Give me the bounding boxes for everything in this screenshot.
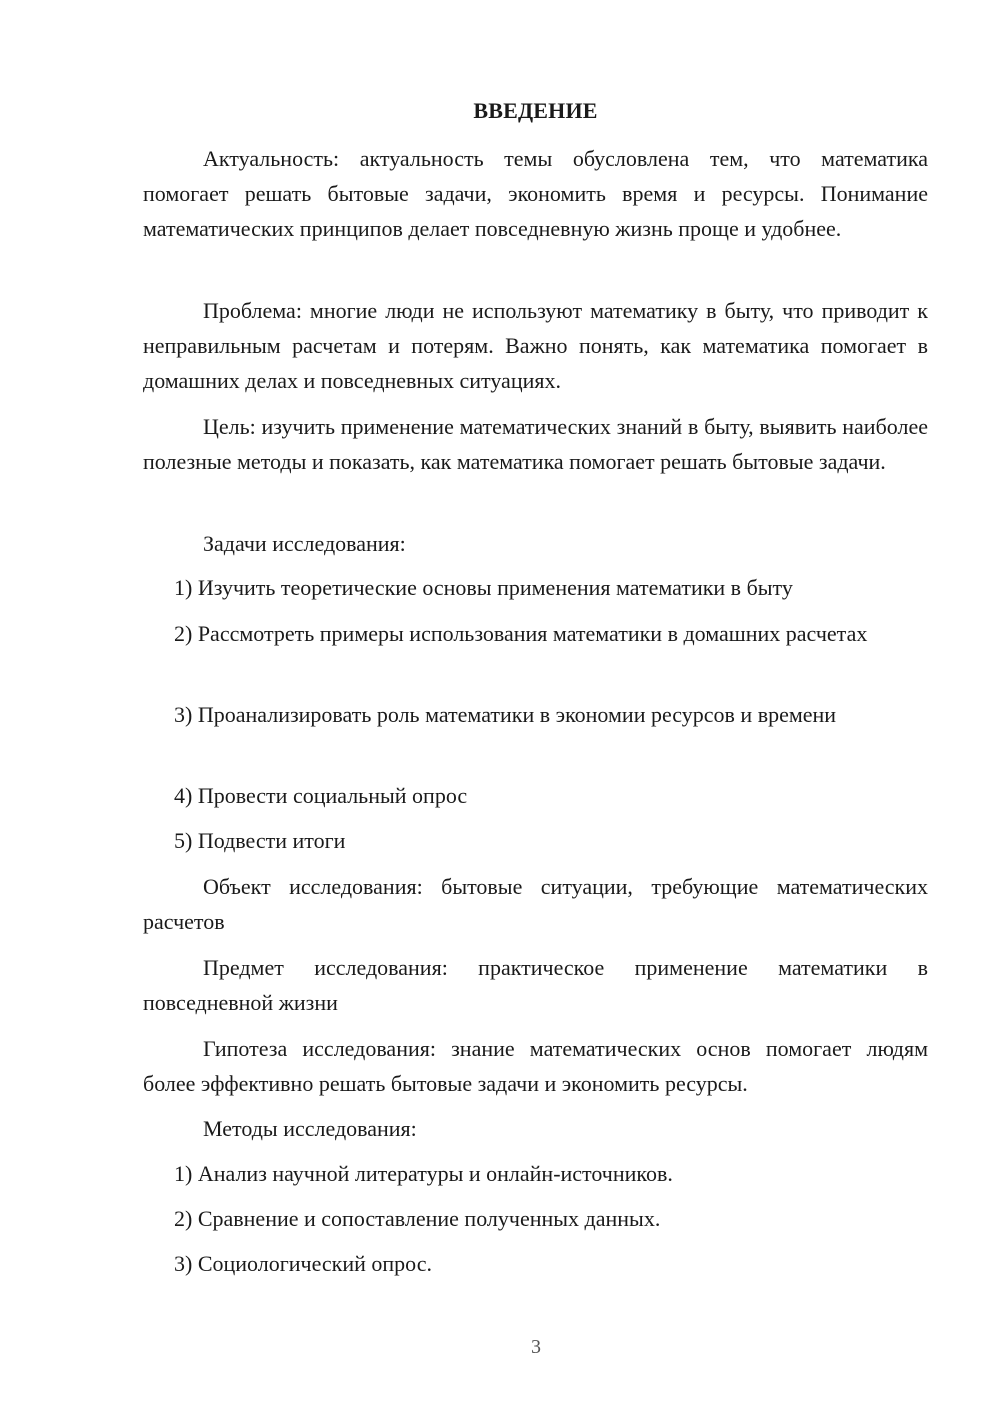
page-number: 3 [531, 1336, 541, 1358]
method-item-1: 1) Анализ научной литературы и онлайн-источников. [174, 1161, 673, 1186]
task-item-5: 5) Подвести итоги [174, 828, 346, 853]
subject-paragraph: Предмет исследования: практическое применение математики в повседневной жизни [143, 955, 928, 1015]
goal-paragraph: Цель: изучить применение математических знаний в быту, выявить наиболее полезные методы и показать, как математика помогает решать бытовые задачи. [143, 414, 928, 474]
tasks-title: Задачи исследования: [203, 531, 406, 556]
method-item-2: 2) Сравнение и сопоставление полученных данных. [174, 1206, 661, 1231]
task-item-4: 4) Провести социальный опрос [174, 783, 468, 808]
task-item-2: 2) Рассмотреть примеры использования математики в домашних расчетах [174, 621, 868, 646]
object-paragraph: Объект исследования: бытовые ситуации, требующие математических расчетов [143, 874, 928, 934]
relevance-paragraph: Актуальность: актуальность темы обусловлена тем, что математика помогает решать бытовые задачи, экономить время и ресурсы. Понимание математических принципов делает повседневную жизнь проще и удобнее. [143, 146, 928, 241]
problem-paragraph: Проблема: многие люди не используют математику в быту, что приводит к неправильным расчетам и потерям. Важно понять, как математика помогает в домашних делах и повседневных ситуациях. [143, 298, 928, 393]
hypothesis-paragraph: Гипотеза исследования: знание математических основ помогает людям более эффективно решать бытовые задачи и экономить ресурсы. [143, 1036, 928, 1096]
method-item-3: 3) Социологический опрос. [174, 1251, 432, 1276]
methods-title: Методы исследования: [203, 1116, 417, 1141]
task-item-3: 3) Проанализировать роль математики в экономии ресурсов и времени [174, 702, 837, 727]
section-heading: ВВЕДЕНИЕ [473, 98, 598, 123]
task-item-1: 1) Изучить теоретические основы применения математики в быту [174, 575, 793, 600]
